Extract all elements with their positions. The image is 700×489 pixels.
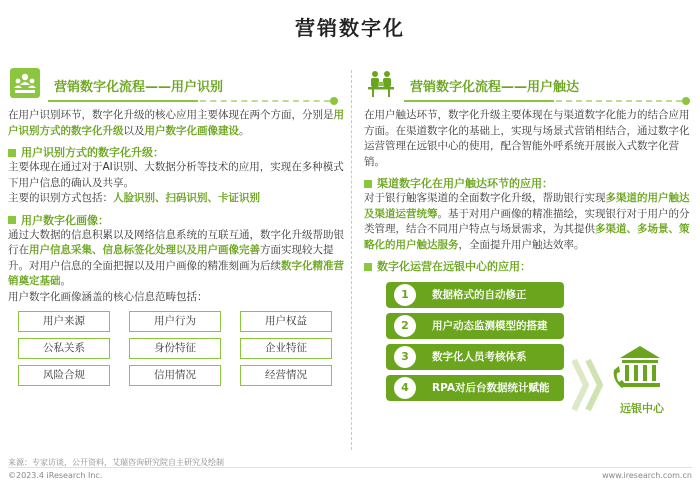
step-item: 4 RPA对后台数据统计赋能 (386, 375, 564, 401)
left-header (8, 62, 344, 108)
chevron-arrows-icon (572, 340, 612, 430)
step-number: 1 (394, 284, 416, 306)
tag-item: 经营情况 (240, 365, 332, 386)
subheading-user-portrait: 用户数字化画像： (8, 213, 344, 228)
header-dot (330, 97, 338, 105)
step-number: 2 (394, 315, 416, 337)
step-number: 4 (394, 377, 416, 399)
id-methods-list: 主要的识别方式包括：人脸识别、扫码识别、卡证识别 (8, 192, 260, 204)
tag-item: 公私关系 (18, 338, 110, 359)
footer-rule (8, 467, 692, 468)
tag-item: 企业特征 (240, 338, 332, 359)
step-item: 2 用户动态监测模型的搭建 (386, 313, 564, 339)
right-header (364, 62, 694, 108)
copyright: ©2023.4 iResearch Inc. (8, 471, 103, 480)
bullet-square-icon (8, 216, 16, 224)
subheading-channel: 渠道数字化在用户触达环节的应用： (364, 176, 694, 191)
tag-item: 身份特征 (129, 338, 221, 359)
header-rule (48, 100, 198, 102)
id-methods-text: 主要体现在通过对于AI识别、大数据分析等技术的应用，实现在多种模式下用户信息的确认及共享。 (8, 161, 344, 189)
right-heading: 营销数字化流程——用户触达 (410, 80, 580, 95)
step-number: 3 (394, 346, 416, 368)
tag-item: 风险合规 (18, 365, 110, 386)
left-column (8, 62, 344, 454)
tag-item: 用户来源 (18, 311, 110, 332)
column-divider (351, 70, 352, 450)
people-group-icon (10, 68, 40, 98)
bank-phone-icon (612, 340, 668, 396)
tag-item: 用户行为 (129, 311, 221, 332)
header-rule-dashed (556, 100, 682, 102)
tag-item: 信用情况 (129, 365, 221, 386)
channel-text: 对于银行触客渠道的全面数字化升级，帮助银行实现多渠道的用户触达及渠道运营统筹。基于对用户画像的精准描绘，实现银行对于用户的分类管理，结合不同用户特点与场景需求，为其提供多渠道、多场景、策略化的用户触达服务，全面提升用户触达效率。 (364, 192, 690, 251)
meeting-icon (366, 68, 396, 98)
bullet-square-icon (8, 149, 16, 157)
portrait-text: 通过大数据的信息积累以及网络信息系统的互联互通，数字化升级帮助银行在用户信息采集、信息标签化处理以及用户画像完善方面实现较大提升。对用户信息的全面把握以及用户画像的精准刻画为后续数字化精准营销奠定基础。 (8, 228, 344, 287)
subheading-id-methods: 用户识别方式的数字化升级： (8, 145, 344, 160)
left-heading: 营销数字化流程——用户识别 (54, 80, 224, 95)
right-intro: 在用户触达环节，数字化升级主要体现在与渠道数字化能力的结合应用方面。在渠道数字化的基础上，实现与场景式营销相结合，通过数字化运营管理在远银中心的使用，配合智能外呼系统开展嵌入式数字化营销。 (364, 109, 690, 168)
bank-label: 远银中心 (620, 402, 664, 415)
portrait-scope: 用户数字化画像涵盖的核心信息范畴包括： (8, 290, 208, 303)
header-rule-dashed (200, 100, 330, 102)
source-note: 来源：专家访谈，公开资料，艾瑞咨询研究院自主研究及绘制 (8, 458, 224, 467)
subheading-remote-center: 数字化运营在远银中心的应用： (364, 259, 694, 274)
site-url: www.iresearch.com.cn (602, 471, 692, 480)
header-rule (404, 100, 554, 102)
step-item: 1 数据格式的自动修正 (386, 282, 564, 308)
header-dot (682, 97, 690, 105)
tag-item: 用户权益 (240, 311, 332, 332)
bullet-square-icon (364, 263, 372, 271)
left-intro: 在用户识别环节，数字化升级的核心应用主要体现在两个方面，分别是用户识别方式的数字化升级以及用户数字化画像建设。 (8, 109, 344, 137)
portrait-tags (18, 311, 344, 386)
page-title: 营销数字化 (295, 16, 405, 40)
bullet-square-icon (364, 180, 372, 188)
step-item: 3 数字化人员考核体系 (386, 344, 564, 370)
